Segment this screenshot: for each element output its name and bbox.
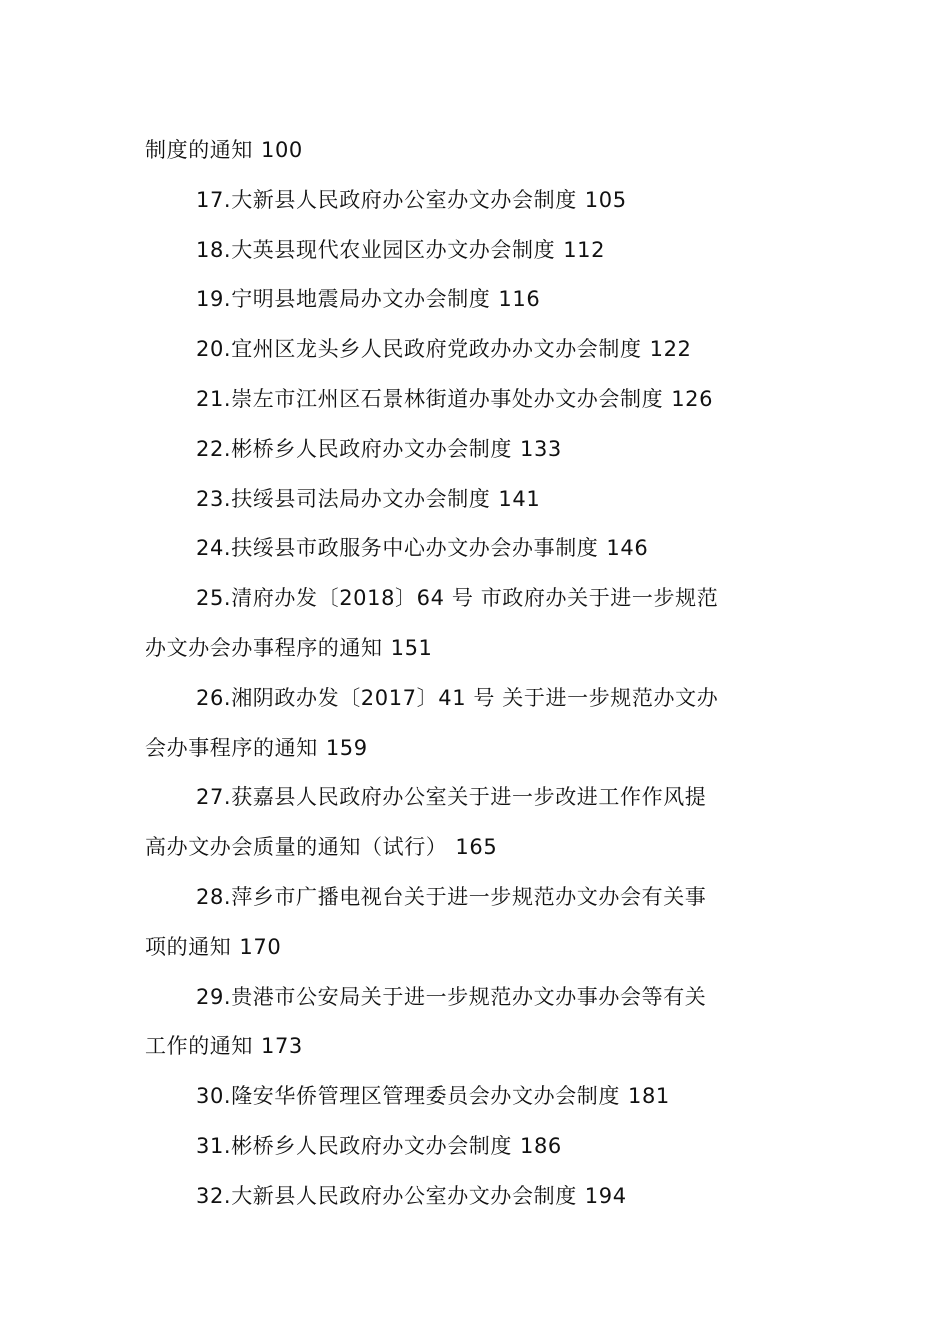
toc-page-number: 181 [628,1084,670,1109]
toc-entry-text: 办文办会办事程序的通知 [145,635,383,660]
toc-entry-text: 19.宁明县地震局办文办会制度 [196,287,491,312]
toc-line [145,275,807,325]
toc-line [145,674,807,724]
toc-entry-text: 20.宜州区龙头乡人民政府党政办办文办会制度 [196,337,642,362]
toc-line [145,475,807,525]
toc-page-number: 165 [455,835,498,860]
toc-page-number: 133 [520,436,562,461]
toc-page-number: 116 [498,287,541,312]
toc-line [145,923,807,973]
toc-entry-text: 17.大新县人民政府办公室办文办会制度 [196,187,577,212]
toc-line [145,425,807,475]
toc-line [145,773,807,823]
toc-page-number: 126 [671,386,714,411]
toc-entry-text: 23.扶绥县司法局办文办会制度 [196,486,491,511]
toc-line [145,226,807,276]
toc-entry-text: 高办文办会质量的通知（试行） [145,835,448,860]
toc-line [145,823,807,873]
toc-entry-text: 工作的通知 [145,1034,253,1059]
toc-page-number: 170 [239,934,282,959]
toc-page-number: 105 [584,187,627,212]
toc-entry-text: 25.清府办发〔2018〕64 号 市政府办关于进一步规范 [196,586,719,611]
toc-page-number: 186 [520,1133,562,1158]
toc-page-number: 159 [325,735,368,760]
toc-page-number: 141 [498,486,541,511]
toc-page-number: 112 [563,237,606,262]
toc-line [145,724,807,774]
toc-line [145,375,807,425]
toc-page-number: 122 [649,337,692,362]
toc-entry-text: 27.获嘉县人民政府办公室关于进一步改进工作作风提 [196,785,707,810]
toc-page-number [706,985,714,1009]
toc-line [145,1172,807,1222]
toc-line [145,524,807,574]
toc-line [145,176,807,226]
toc-entry-text: 29.贵港市公安局关于进一步规范办文办事办会等有关 [196,984,707,1009]
toc-page-number: 100 [261,138,303,162]
toc-line [145,1022,807,1072]
toc-entry-text: 22.彬桥乡人民政府办文办会制度 [196,436,512,461]
toc-page-number: 146 [606,536,649,561]
toc-entry-text: 18.大英县现代农业园区办文办会制度 [196,237,556,262]
toc-line [145,574,807,624]
toc-page-number: 194 [584,1183,627,1208]
toc-entry-text: 21.崇左市江州区石景林街道办事处办文办会制度 [196,386,664,411]
toc-entry-text: 32.大新县人民政府办公室办文办会制度 [196,1183,577,1208]
toc-entry-text: 项的通知 [145,934,232,959]
toc-entry-text: 24.扶绥县市政服务中心办文办会办事制度 [196,536,599,561]
toc-line [145,973,807,1023]
toc-entry-text: 制度的通知 [145,138,253,162]
toc-page-number [718,686,726,710]
toc-line [145,126,807,176]
toc-line [145,325,807,375]
toc-page-number [718,586,726,610]
toc-page-number: 173 [261,1034,303,1059]
toc-entry-text: 30.隆安华侨管理区管理委员会办文办会制度 [196,1084,620,1109]
toc-line [145,1072,807,1122]
toc-line [145,873,807,923]
toc-entry-text: 26.湘阴政办发〔2017〕41 号 关于进一步规范办文办 [196,685,719,710]
toc-page-number [706,885,714,909]
toc-entry-text: 28.萍乡市广播电视台关于进一步规范办文办会有关事 [196,884,707,909]
toc-entry-text: 31.彬桥乡人民政府办文办会制度 [196,1133,512,1158]
toc-entry-text: 会办事程序的通知 [145,735,318,760]
toc-line [145,1122,807,1172]
toc-line [145,624,807,674]
toc-page-number: 151 [390,635,433,660]
toc-page-number [706,785,714,809]
table-of-contents [145,126,807,1222]
